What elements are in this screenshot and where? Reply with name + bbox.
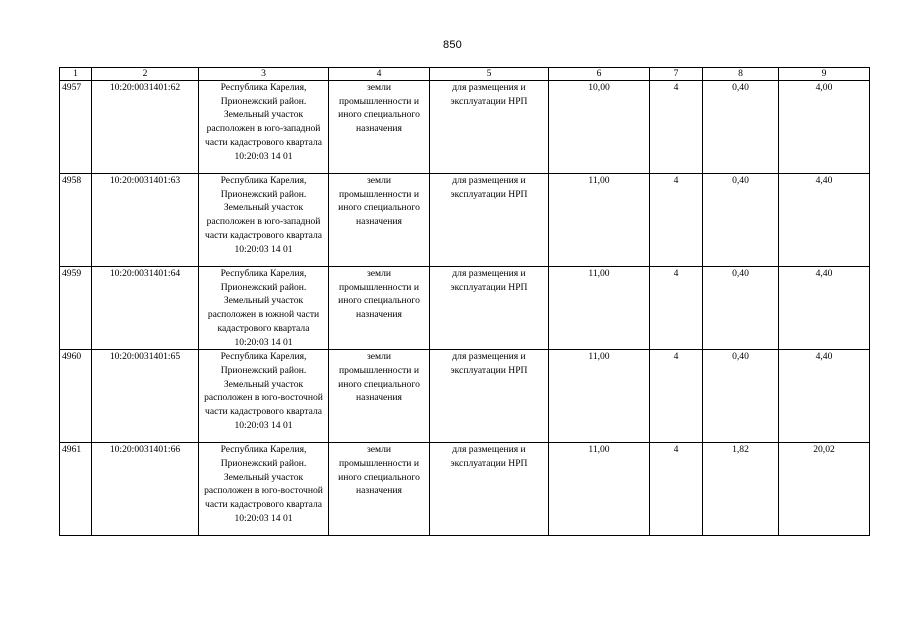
permitted-use-cell: для размещения и эксплуатации НРП [430, 267, 549, 350]
value-cell-col8: 1,82 [703, 443, 779, 536]
cadastral-number-cell: 10:20:0031401:62 [92, 81, 199, 174]
value-cell-col7: 4 [650, 350, 703, 443]
row-number-cell: 4958 [60, 174, 92, 267]
table-row [60, 267, 870, 350]
value-cell-col9: 4,40 [779, 350, 870, 443]
value-cell-col9: 20,02 [779, 443, 870, 536]
cadastral-number-cell: 10:20:0031401:64 [92, 267, 199, 350]
value-cell-col8: 0,40 [703, 174, 779, 267]
value-cell-col6: 11,00 [549, 443, 650, 536]
table-row [60, 81, 870, 174]
value-cell-col7: 4 [650, 267, 703, 350]
location-cell: Республика Карелия, Прионежский район. Земельный участок расположен в южной части кадастрового квартала 10:20:03 14 01 [199, 267, 329, 350]
land-category-cell: земли промышленности и иного специального назначения [329, 267, 430, 350]
row-number-cell: 4957 [60, 81, 92, 174]
header-cell: 5 [430, 68, 549, 81]
value-cell-col7: 4 [650, 174, 703, 267]
permitted-use-cell: для размещения и эксплуатации НРП [430, 350, 549, 443]
table-row [60, 443, 870, 536]
cadastral-number-cell: 10:20:0031401:66 [92, 443, 199, 536]
header-cell: 6 [549, 68, 650, 81]
value-cell-col9: 4,40 [779, 267, 870, 350]
table-row [60, 350, 870, 443]
land-category-cell: земли промышленности и иного специального назначения [329, 350, 430, 443]
location-cell: Республика Карелия, Прионежский район. Земельный участок расположен в юго-западной части кадастрового квартала 10:20:03 14 01 [199, 174, 329, 267]
header-cell: 4 [329, 68, 430, 81]
table-row [60, 174, 870, 267]
location-cell: Республика Карелия, Прионежский район. Земельный участок расположен в юго-восточной части кадастрового квартала 10:20:03 14 01 [199, 350, 329, 443]
header-cell: 1 [60, 68, 92, 81]
header-cell: 3 [199, 68, 329, 81]
value-cell-col6: 10,00 [549, 81, 650, 174]
value-cell-col8: 0,40 [703, 267, 779, 350]
row-number-cell: 4959 [60, 267, 92, 350]
location-cell: Республика Карелия, Прионежский район. Земельный участок расположен в юго-восточной части кадастрового квартала 10:20:03 14 01 [199, 443, 329, 536]
cadastral-number-cell: 10:20:0031401:65 [92, 350, 199, 443]
land-category-cell: земли промышленности и иного специального назначения [329, 174, 430, 267]
header-row [60, 68, 870, 81]
header-cell: 7 [650, 68, 703, 81]
header-cell: 9 [779, 68, 870, 81]
value-cell-col8: 0,40 [703, 81, 779, 174]
permitted-use-cell: для размещения и эксплуатации НРП [430, 443, 549, 536]
row-number-cell: 4961 [60, 443, 92, 536]
land-category-cell: земли промышленности и иного специального назначения [329, 443, 430, 536]
permitted-use-cell: для размещения и эксплуатации НРП [430, 174, 549, 267]
land-registry-table [59, 67, 870, 536]
land-category-cell: земли промышленности и иного специального назначения [329, 81, 430, 174]
value-cell-col6: 11,00 [549, 267, 650, 350]
row-number-cell: 4960 [60, 350, 92, 443]
location-cell: Республика Карелия, Прионежский район. Земельный участок расположен в юго-западной части кадастрового квартала 10:20:03 14 01 [199, 81, 329, 174]
value-cell-col7: 4 [650, 81, 703, 174]
value-cell-col6: 11,00 [549, 174, 650, 267]
value-cell-col9: 4,00 [779, 81, 870, 174]
header-cell: 2 [92, 68, 199, 81]
value-cell-col6: 11,00 [549, 350, 650, 443]
value-cell-col7: 4 [650, 443, 703, 536]
page-number: 850 [443, 39, 462, 51]
permitted-use-cell: для размещения и эксплуатации НРП [430, 81, 549, 174]
value-cell-col8: 0,40 [703, 350, 779, 443]
cadastral-number-cell: 10:20:0031401:63 [92, 174, 199, 267]
value-cell-col9: 4,40 [779, 174, 870, 267]
header-cell: 8 [703, 68, 779, 81]
